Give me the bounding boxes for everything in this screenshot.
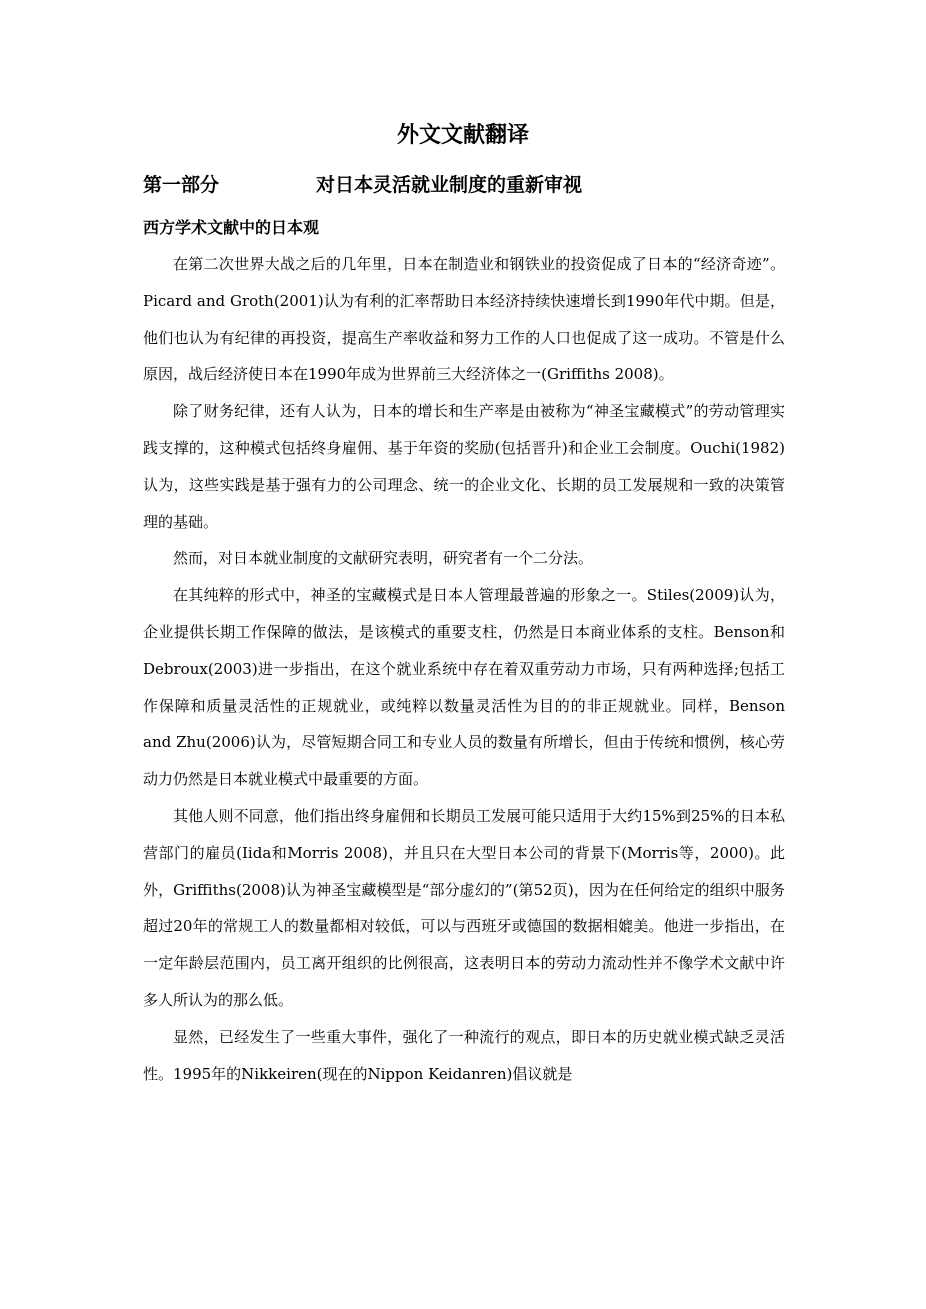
- part-heading: [143, 170, 583, 200]
- paragraph: 在第二次世界大战之后的几年里，日本在制造业和钢铁业的投资促成了日本的“经济奇迹”。Picard and Groth(2001)认为有利的汇率帮助日本经济持续快速增长到1990年代中期。但是，他们也认为有纪律的再投资，提高生产率收益和努力工作的人口也促成了这一成功。不管是什么原因，战后经济使日本在1990年成为世界前三大经济体之一(Griffiths 2008)。: [143, 255, 785, 384]
- paragraph: 然而，对日本就业制度的文献研究表明，研究者有一个二分法。: [173, 549, 594, 568]
- body-text: [143, 246, 785, 1092]
- part-label: 第一部分: [143, 174, 220, 196]
- paragraph: 显然，已经发生了一些重大事件，强化了一种流行的观点，即日本的历史就业模式缺乏灵活性。1995年的Nikkeiren(现在的Nippon Keidanren)倡议就是: [143, 1027, 785, 1083]
- paragraph: 除了财务纪律，还有人认为，日本的增长和生产率是由被称为“神圣宝藏模式”的劳动管理实践支撑的，这种模式包括终身雇佣、基于年资的奖励(包括晋升)和企业工会制度。Ouchi(1982)认为，这些实践是基于强有力的公司理念、统一的企业文化、长期的员工发展规和一致的决策管理的基础。: [143, 402, 785, 531]
- document-title: 外文文献翻译: [396, 123, 529, 148]
- paragraph: 在其纯粹的形式中，神圣的宝藏模式是日本人管理最普遍的形象之一。Stiles(2009)认为，企业提供长期工作保障的做法，是该模式的重要支柱，仍然是日本商业体系的支柱。Benson和Debroux(2003)进一步指出，在这个就业系统中存在着双重劳动力市场，只有两种选择;包括工作保障和质量灵活性的正规就业，或纯粹以数量灵活性为目的的非正规就业。同样，Benson and Zhu(2006)认为，尽管短期合同工和专业人员的数量有所增长，但由于传统和惯例，核心劳动力仍然是日本就业模式中最重要的方面。: [143, 586, 785, 789]
- part-title: 对日本灵活就业制度的重新审视: [316, 174, 583, 196]
- section-heading: 西方学术文献中的日本观: [143, 218, 320, 237]
- paragraph: 其他人则不同意，他们指出终身雇佣和长期员工发展可能只适用于大约15%到25%的日本私营部门的雇员(Iida和Morris 2008)，并且只在大型日本公司的背景下(Morris等，2000)。此外，Griffiths(2008)认为神圣宝藏模型是“部分虚幻的”(第52页)，因为在任何给定的组织中服务超过20年的常规工人的数量都相对较低，可以与西班牙或德国的数据相媲美。他进一步指出，在一定年龄层范围内，员工离开组织的比例很高，这表明日本的劳动力流动性并不像学术文献中许多人所认为的那么低。: [143, 806, 785, 1009]
